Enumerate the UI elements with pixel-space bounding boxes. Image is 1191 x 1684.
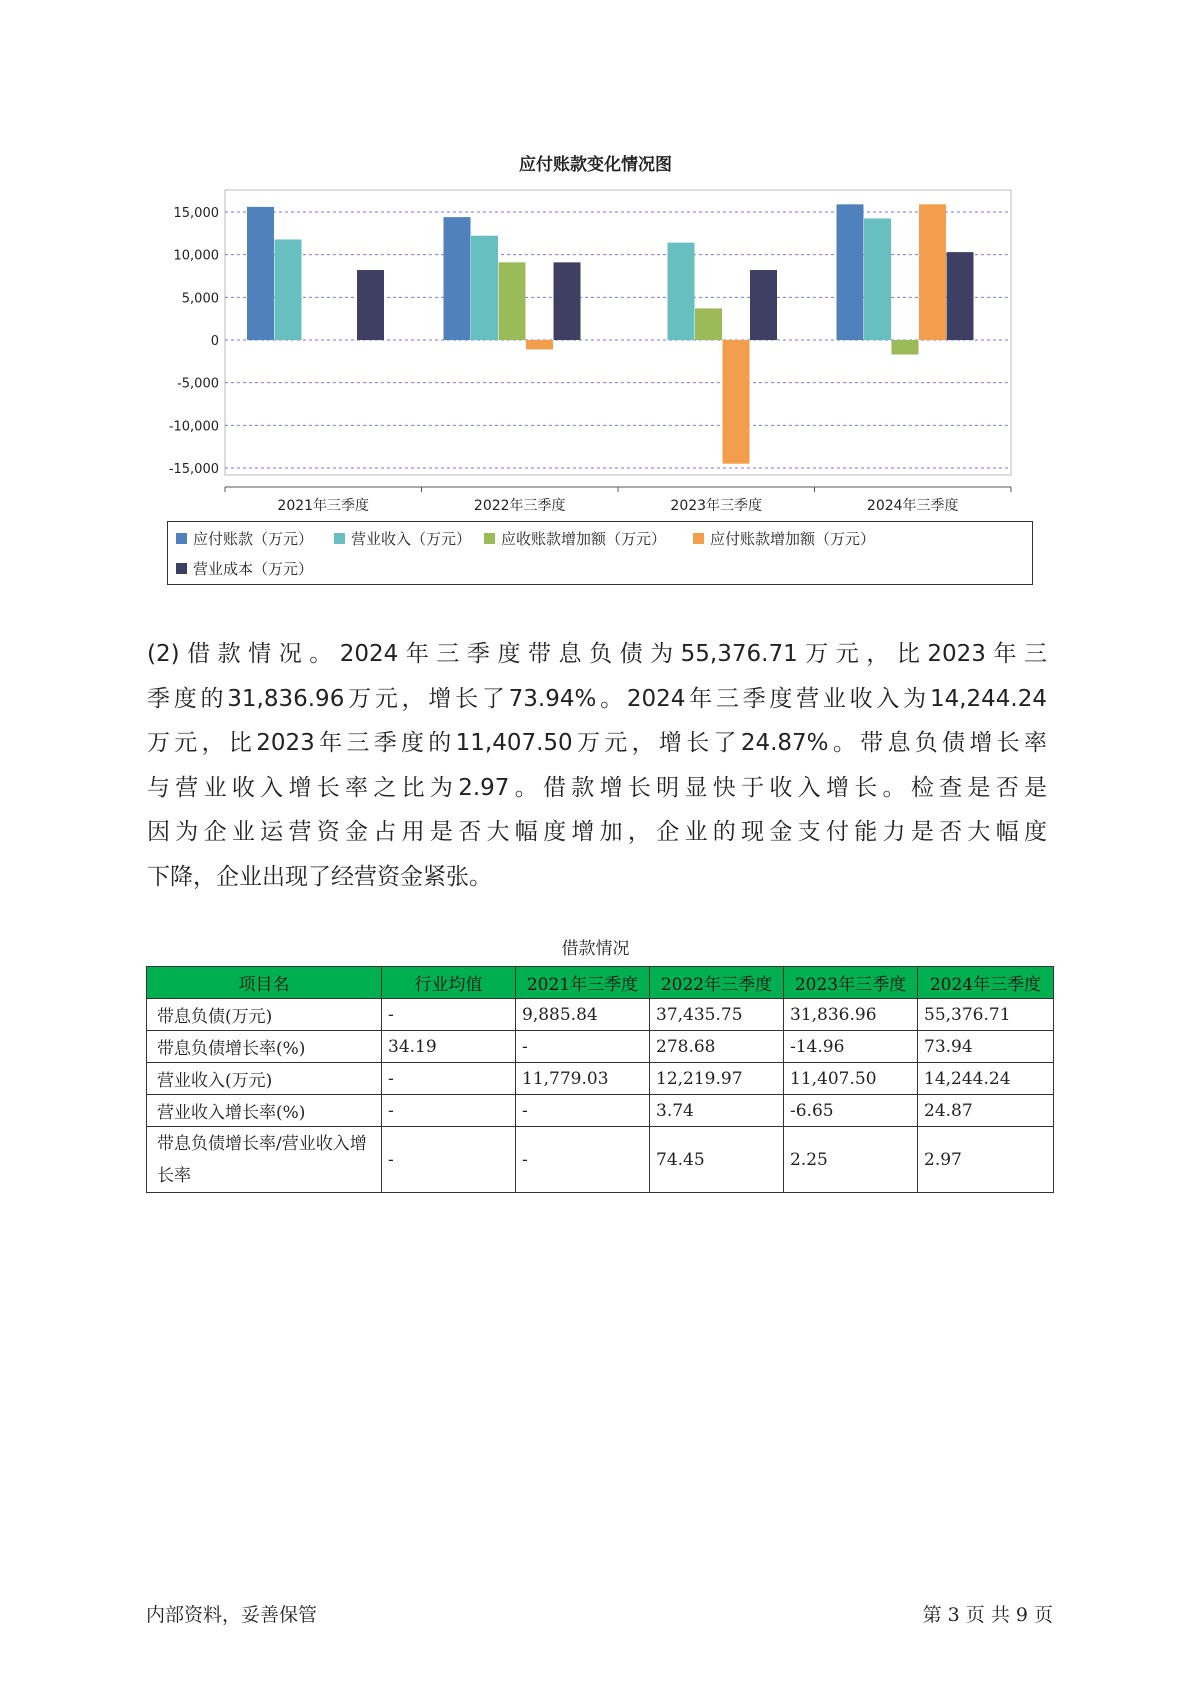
legend-item <box>176 528 313 549</box>
legend-label: 营业收入（万元） <box>351 530 472 548</box>
x-tick-label: 2024年三季度 <box>866 498 959 514</box>
table-row <box>147 1031 1054 1063</box>
y-tick-label: -10,000 <box>168 419 219 435</box>
legend-swatch <box>484 533 495 544</box>
paragraph-line: (2)借款情况。2024年三季度带息负债为55,376.71万元，比2023年三 <box>147 641 1047 667</box>
bar <box>947 252 974 340</box>
legend-label: 营业成本（万元） <box>193 560 314 578</box>
table-cell: 带息负债增长率(%) <box>147 1031 382 1063</box>
payables-bar-chart <box>0 0 1191 520</box>
table-cell: - <box>382 1127 516 1193</box>
borrowing-paragraph <box>147 632 1047 899</box>
table-cell: - <box>382 1095 516 1127</box>
table-cell: - <box>516 1127 650 1193</box>
bar <box>444 217 471 340</box>
chart-title: 应付账款变化情况图 <box>519 155 672 175</box>
bar <box>357 270 384 340</box>
table-cell: 12,219.97 <box>650 1063 784 1095</box>
bar <box>892 340 919 355</box>
header-industry-avg: 行业均值 <box>382 967 516 999</box>
y-tick-label: 10,000 <box>173 248 219 264</box>
table-cell: - <box>516 1095 650 1127</box>
table-cell: 74.45 <box>650 1127 784 1193</box>
table-header-row <box>147 967 1054 999</box>
table-cell: 31,836.96 <box>784 999 918 1031</box>
legend-item <box>693 528 875 549</box>
paragraph-line: 下降，企业出现了经营资金紧张。 <box>147 863 492 890</box>
table-row <box>147 1127 1054 1193</box>
bar <box>526 340 553 349</box>
bar <box>247 207 274 340</box>
bar <box>695 308 722 340</box>
x-tick-label: 2021年三季度 <box>277 498 370 514</box>
table-cell: 9,885.84 <box>516 999 650 1031</box>
header-2022q3: 2022年三季度 <box>650 967 784 999</box>
legend-swatch <box>176 533 187 544</box>
bar <box>723 340 750 464</box>
y-tick-label: -5,000 <box>177 376 219 392</box>
table-cell: 带息负债(万元) <box>147 999 382 1031</box>
legend-swatch <box>693 533 704 544</box>
y-tick-label: -15,000 <box>168 462 219 477</box>
header-2021q3: 2021年三季度 <box>516 967 650 999</box>
table-cell: 34.19 <box>382 1031 516 1063</box>
y-tick-label: 5,000 <box>181 291 219 307</box>
legend-label: 应收账款增加额（万元） <box>501 530 667 548</box>
paragraph-line: 与营业收入增长率之比为2.97。借款增长明显快于收入增长。检查是否是 <box>147 774 1047 801</box>
table-cell: -14.96 <box>784 1031 918 1063</box>
borrowing-table <box>146 966 1054 1193</box>
bar <box>668 243 695 340</box>
bar <box>275 239 302 340</box>
y-tick-label: 0 <box>210 334 219 349</box>
legend-swatch <box>176 563 187 574</box>
bar <box>471 236 498 340</box>
legend-item <box>176 558 313 579</box>
table-row <box>147 999 1054 1031</box>
table-cell: 11,407.50 <box>784 1063 918 1095</box>
bar <box>837 204 864 340</box>
table-cell: 带息负债增长率/营业收入增长率 <box>147 1127 382 1193</box>
table-cell: 24.87 <box>918 1095 1054 1127</box>
chart-legend <box>167 521 1033 585</box>
table-caption: 借款情况 <box>561 939 630 959</box>
legend-item <box>334 528 471 549</box>
legend-swatch <box>334 533 345 544</box>
header-item: 项目名 <box>147 967 382 999</box>
table-cell: -6.65 <box>784 1095 918 1127</box>
legend-label: 应付账款（万元） <box>193 530 314 548</box>
table-cell: - <box>382 1063 516 1095</box>
bar <box>750 270 777 340</box>
paragraph-line: 因为企业运营资金占用是否大幅度增加，企业的现金支付能力是否大幅度 <box>147 819 1047 845</box>
table-cell: 营业收入增长率(%) <box>147 1095 382 1127</box>
header-2023q3: 2023年三季度 <box>784 967 918 999</box>
table-cell: 37,435.75 <box>650 999 784 1031</box>
bar <box>554 262 581 340</box>
table-cell: 278.68 <box>650 1031 784 1063</box>
paragraph-line: 季度的31,836.96万元，增长了73.94%。2024年三季度营业收入为14,244.24 <box>147 685 1047 712</box>
paragraph-line: 万元，比2023年三季度的11,407.50万元，增长了24.87%。带息负债增长率 <box>147 730 1047 756</box>
bar <box>919 204 946 340</box>
plot-area <box>225 190 1011 475</box>
table-cell: - <box>516 1031 650 1063</box>
table-cell: 73.94 <box>918 1031 1054 1063</box>
table-cell: 14,244.24 <box>918 1063 1054 1095</box>
header-2024q3: 2024年三季度 <box>918 967 1054 999</box>
table-cell: - <box>382 999 516 1031</box>
legend-label: 应付账款增加额（万元） <box>710 530 876 548</box>
table-cell: 11,779.03 <box>516 1063 650 1095</box>
bar <box>499 262 526 340</box>
table-cell: 2.97 <box>918 1127 1054 1193</box>
table-cell: 55,376.71 <box>918 999 1054 1031</box>
table-row <box>147 1095 1054 1127</box>
x-tick-label: 2022年三季度 <box>473 498 566 514</box>
table-cell: 营业收入(万元) <box>147 1063 382 1095</box>
table-row <box>147 1063 1054 1095</box>
footer-page-number: 第 3 页 共 9 页 <box>922 1604 1053 1626</box>
x-tick-label: 2023年三季度 <box>670 498 763 514</box>
legend-item <box>484 528 666 549</box>
footer-confidential-note: 内部资料，妥善保管 <box>146 1604 318 1626</box>
table-cell: 3.74 <box>650 1095 784 1127</box>
y-tick-label: 15,000 <box>173 206 219 221</box>
bar <box>864 218 891 340</box>
table-cell: 2.25 <box>784 1127 918 1193</box>
